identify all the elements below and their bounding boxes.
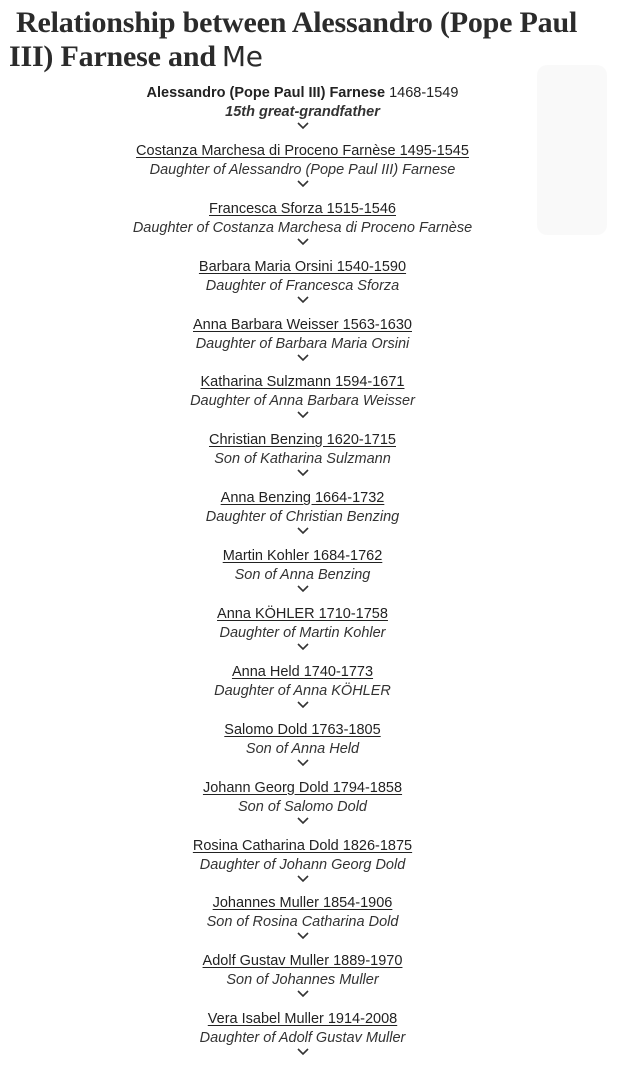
page-title-line2: III) Farnese and (9, 40, 216, 73)
descendant-relation: Daughter of Adolf Gustav Muller (199, 1030, 406, 1047)
chevron-down-icon (0, 296, 605, 311)
descendant-link[interactable]: Anna Held 1740-1773 (231, 663, 374, 680)
chevron-down-icon (0, 469, 605, 484)
descendant-name-line (0, 663, 605, 682)
descendant-relation: Daughter of Christian Benzing (205, 509, 400, 526)
descendant-relation: Son of Salomo Dold (238, 798, 367, 815)
root-ancestor-dates: 1468-1549 (389, 85, 459, 101)
descendant-entry (0, 837, 605, 895)
descendant-link[interactable]: Johann Georg Dold 1794-1858 (202, 779, 403, 796)
descendant-name-line (0, 837, 605, 856)
chevron-down-icon (0, 1048, 605, 1063)
descendant-link[interactable]: Christian Benzing 1620-1715 (208, 432, 396, 449)
chevron-down-icon (0, 759, 605, 774)
descendant-entry (0, 605, 605, 663)
descendant-entry (0, 547, 605, 605)
root-ancestor-name-line (0, 84, 605, 103)
descendant-entry (0, 489, 605, 547)
chevron-down-icon (0, 932, 605, 947)
descendant-relation: Son of Katharina Sulzmann (214, 451, 391, 468)
descendant-entry (0, 200, 605, 258)
chevron-down-icon (0, 122, 605, 137)
descendant-relation: Son of Johannes Muller (226, 972, 379, 989)
relationship-chain (0, 84, 605, 1068)
descendant-entry (0, 663, 605, 721)
descendant-relation: Daughter of Johann Georg Dold (199, 856, 406, 873)
descendant-name-line (0, 316, 605, 335)
chevron-down-icon (0, 585, 605, 600)
descendant-relation: Daughter of Anna Barbara Weisser (190, 393, 415, 410)
descendant-relation: Son of Rosina Catharina Dold (206, 914, 399, 931)
root-ancestor-relationship: 15th great-grandfather (225, 104, 380, 120)
descendant-name-line (0, 431, 605, 450)
descendant-entry (0, 316, 605, 374)
descendant-link[interactable]: Johannes Muller 1854-1906 (212, 895, 393, 912)
descendant-name-line (0, 142, 605, 161)
chevron-down-icon (0, 238, 605, 253)
descendant-name-line (0, 200, 605, 219)
chevron-down-icon (0, 411, 605, 426)
descendant-link[interactable]: Martin Kohler 1684-1762 (222, 548, 383, 565)
root-ancestor-entry (0, 84, 605, 142)
descendant-entry (0, 894, 605, 952)
descendant-name-line (0, 489, 605, 508)
descendant-name-line (0, 1010, 605, 1029)
descendant-relation: Son of Anna Held (245, 740, 360, 757)
descendant-entry (0, 721, 605, 779)
descendant-entry (0, 1010, 605, 1068)
descendant-link[interactable]: Salomo Dold 1763-1805 (224, 721, 381, 738)
descendant-name-line (0, 258, 605, 277)
descendant-name-line (0, 894, 605, 913)
descendant-link[interactable]: Katharina Sulzmann 1594-1671 (200, 374, 405, 391)
descendant-link[interactable]: Adolf Gustav Muller 1889-1970 (202, 953, 403, 970)
chevron-down-icon (0, 990, 605, 1005)
descendant-entry (0, 258, 605, 316)
chevron-down-icon (0, 643, 605, 658)
descendant-relation: Daughter of Costanza Marchesa di Proceno Farnèse (132, 219, 473, 236)
descendant-link[interactable]: Vera Isabel Muller 1914-2008 (207, 1011, 398, 1028)
descendant-link[interactable]: Anna Barbara Weisser 1563-1630 (193, 316, 412, 333)
descendant-entry (0, 779, 605, 837)
root-ancestor-name: Alessandro (Pope Paul III) Farnese (146, 85, 386, 101)
descendant-relation: Daughter of Alessandro (Pope Paul III) Farnese (149, 161, 456, 178)
descendant-entry (0, 373, 605, 431)
chevron-down-icon (0, 180, 605, 195)
chevron-down-icon (0, 817, 605, 832)
descendant-name-line (0, 721, 605, 740)
descendant-link[interactable]: Rosina Catharina Dold 1826-1875 (192, 837, 413, 854)
chevron-down-icon (0, 354, 605, 369)
descendant-link[interactable]: Anna KÖHLER 1710-1758 (217, 606, 388, 623)
descendant-entry (0, 952, 605, 1010)
page-title-line1: Relationship between Alessandro (Pope Paul (16, 6, 578, 39)
descendant-relation: Daughter of Martin Kohler (219, 625, 386, 642)
descendant-relation: Daughter of Barbara Maria Orsini (195, 335, 410, 352)
descendant-link[interactable]: Francesca Sforza 1515-1546 (209, 200, 396, 217)
descendant-list (0, 142, 605, 1068)
chevron-down-icon (0, 875, 605, 890)
descendant-entry (0, 431, 605, 489)
descendant-entry (0, 142, 605, 200)
descendant-name-line (0, 547, 605, 566)
descendant-relation: Son of Anna Benzing (234, 567, 371, 584)
chevron-down-icon (0, 701, 605, 716)
descendant-relation: Daughter of Francesca Sforza (205, 277, 400, 294)
descendant-name-line (0, 779, 605, 798)
descendant-link[interactable]: Costanza Marchesa di Proceno Farnèse 1495-1545 (136, 142, 469, 159)
descendant-link[interactable]: Barbara Maria Orsini 1540-1590 (198, 258, 407, 275)
descendant-name-line (0, 605, 605, 624)
descendant-name-line (0, 373, 605, 392)
descendant-name-line (0, 952, 605, 971)
page-title-me: Me (221, 40, 263, 73)
descendant-link[interactable]: Anna Benzing 1664-1732 (220, 490, 385, 507)
descendant-relation: Daughter of Anna KÖHLER (214, 682, 391, 699)
chevron-down-icon (0, 527, 605, 542)
